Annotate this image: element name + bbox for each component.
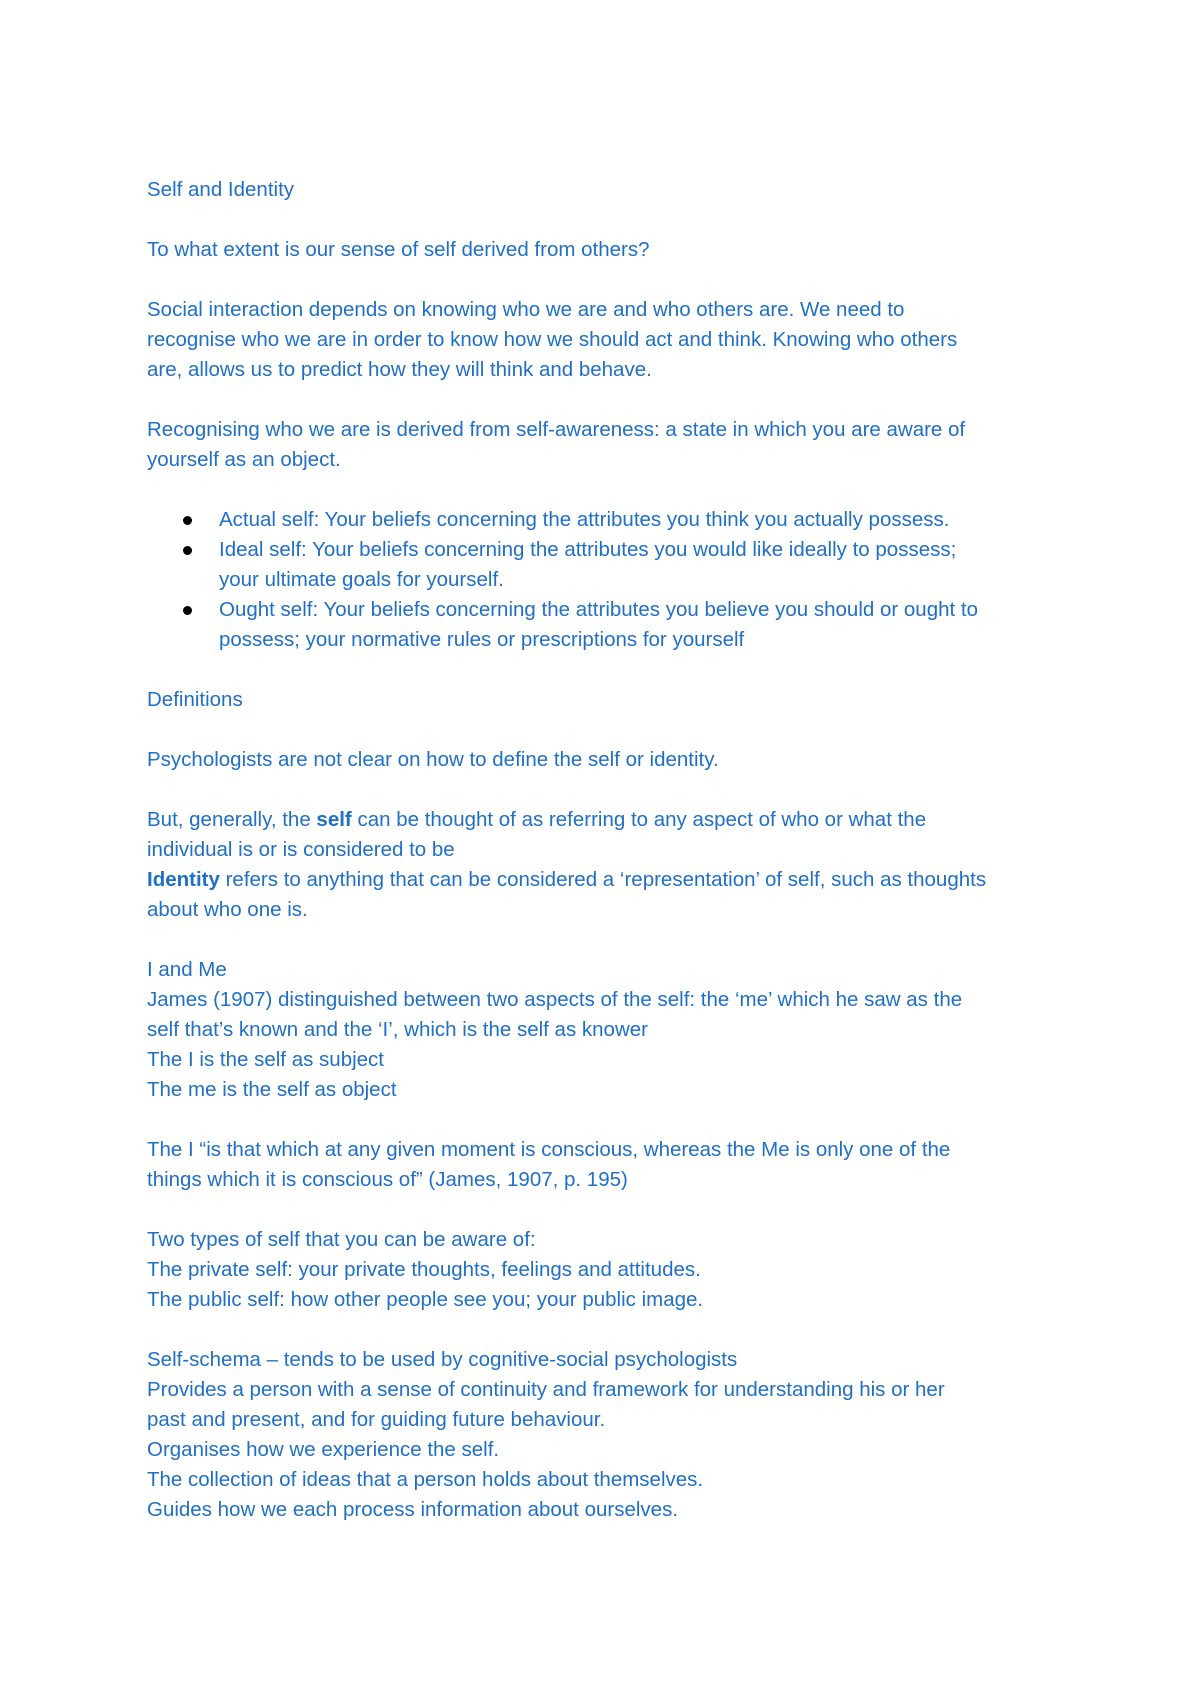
schema-line: The collection of ideas that a person holds about themselves. [147, 1468, 704, 1491]
awareness-paragraph [147, 415, 1077, 475]
self-types-awareness [147, 1225, 1077, 1315]
list-item-actual-self [147, 505, 1077, 535]
schema-line: Self-schema – tends to be used by cognitive-social psychologists [147, 1348, 738, 1371]
i-and-me-line: The me is the self as object [147, 1078, 397, 1101]
intro-line: Social interaction depends on knowing who we are and who others are. We need to [147, 298, 905, 321]
quote-line: The I “is that which at any given moment is conscious, whereas the Me is only one of the [147, 1138, 951, 1161]
document-page [147, 175, 1077, 1555]
schema-line: Organises how we experience the self. [147, 1438, 500, 1461]
definitions-heading: Definitions [147, 688, 243, 711]
identity-definition-line: about who one is. [147, 898, 308, 921]
definitions-paragraph [147, 805, 1077, 925]
identity-term: Identity [147, 868, 220, 891]
intro-line: are, allows us to predict how they will think and behave. [147, 358, 652, 381]
bullet-icon [183, 606, 192, 615]
list-item-text: Actual self: Your beliefs concerning the attributes you think you actually possess. [219, 508, 950, 531]
self-pre-text: But, generally, the [147, 808, 317, 831]
i-and-me-line: James (1907) distinguished between two aspects of the self: the ‘me’ which he saw as the [147, 988, 963, 1011]
identity-definition-line [147, 865, 1077, 895]
list-item-text: possess; your normative rules or prescriptions for yourself [219, 628, 745, 651]
self-types-list [147, 505, 1077, 655]
list-item-text: Ought self: Your beliefs concerning the attributes you believe you should or ought to [219, 598, 979, 621]
i-and-me-heading: I and Me [147, 958, 227, 981]
list-item-text: your ultimate goals for yourself. [219, 568, 504, 591]
james-quote [147, 1135, 1077, 1195]
self-definition-line: individual is or is considered to be [147, 838, 455, 861]
types-line: The private self: your private thoughts, feelings and attitudes. [147, 1258, 701, 1281]
definitions-unclear: Psychologists are not clear on how to define the self or identity. [147, 748, 719, 771]
i-and-me-line: The I is the self as subject [147, 1048, 385, 1071]
bullet-icon [183, 546, 192, 555]
types-line: The public self: how other people see you; your public image. [147, 1288, 704, 1311]
bullet-icon [183, 516, 192, 525]
document-title: Self and Identity [147, 178, 295, 201]
self-definition-line [147, 805, 1077, 835]
i-and-me-line: self that’s known and the ‘I’, which is the self as knower [147, 1018, 648, 1041]
list-item-ideal-self [147, 535, 1077, 595]
self-term: self [316, 808, 352, 831]
schema-line: Guides how we each process information about ourselves. [147, 1498, 679, 1521]
quote-line: things which it is conscious of” (James, 1907, p. 195) [147, 1168, 628, 1191]
types-line: Two types of self that you can be aware of: [147, 1228, 536, 1251]
identity-post-text: refers to anything that can be considered a ‘representation’ of self, such as thoughts [219, 868, 987, 891]
schema-line: past and present, and for guiding future behaviour. [147, 1408, 606, 1431]
guiding-question: To what extent is our sense of self derived from others? [147, 238, 650, 261]
intro-line: recognise who we are in order to know how we should act and think. Knowing who others [147, 328, 958, 351]
self-post-text: can be thought of as referring to any aspect of who or what the [351, 808, 927, 831]
list-item-text: Ideal self: Your beliefs concerning the attributes you would like ideally to possess; [219, 538, 957, 561]
i-and-me-section [147, 955, 1077, 1105]
list-item-ought-self [147, 595, 1077, 655]
awareness-line: Recognising who we are is derived from self-awareness: a state in which you are aware of [147, 418, 966, 441]
schema-line: Provides a person with a sense of continuity and framework for understanding his or her [147, 1378, 945, 1401]
awareness-line: yourself as an object. [147, 448, 341, 471]
self-schema-section [147, 1345, 1077, 1525]
intro-paragraph [147, 295, 1077, 385]
